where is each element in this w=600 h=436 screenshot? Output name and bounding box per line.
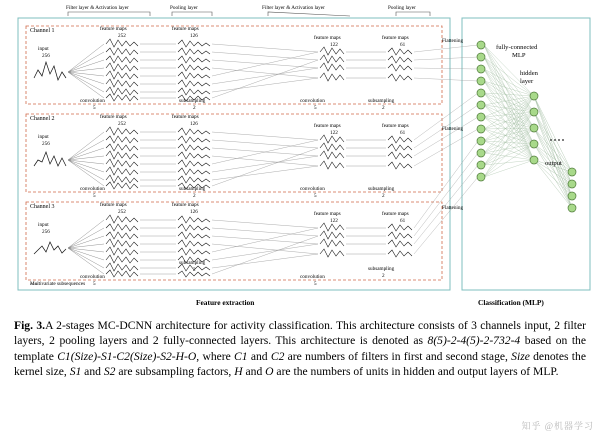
channel-3-fm3-label: feature maps (314, 211, 341, 217)
label-filter-layer-1: Filter layer & Activation layer (66, 5, 129, 11)
channel-2-fm4-label: feature maps (382, 123, 409, 129)
channel-3-fm4-label: feature maps (382, 211, 409, 217)
channel-3-fm4-size: 61 (400, 218, 406, 224)
channel-1-flattening: Flattening (442, 38, 464, 44)
channel-2-conv-size: 5 (93, 193, 96, 199)
mlp-hidden-label-line1: hidden (520, 70, 538, 77)
caption-figure-number: Fig. 3. (14, 319, 46, 332)
channel-2-fm3-label: feature maps (314, 123, 341, 129)
label-pooling-layer-2: Pooling layer (388, 5, 416, 11)
mlp-fully-connected-label-line2: MLP (512, 52, 526, 59)
channel-2-fm3-size: 122 (330, 130, 338, 136)
channel-2-name: Channel 2 (30, 116, 55, 122)
channel-2-fm1-size: 252 (118, 121, 126, 127)
channel-3-sub2-label: subsampling (368, 266, 395, 272)
caption-text-8: are subsampling factors, (115, 365, 235, 379)
mlp-output-label: output (545, 160, 562, 167)
channel-2-conv-label: convolution (80, 186, 105, 192)
label-filter-layer-2: Filter layer & Activation layer (262, 5, 325, 11)
channel-2-fm2-size: 126 (190, 121, 198, 127)
channel-2-conv2-size: 5 (314, 193, 317, 199)
channel-1-sub2-label: subsampling (368, 98, 395, 104)
classification-mlp-label: Classification (MLP) (478, 298, 544, 307)
watermark: 知乎 @机器学习 (521, 421, 594, 431)
channel-2-conv2-label: convolution (300, 186, 325, 192)
caption-text-2: based on the template (14, 334, 586, 363)
channel-2-sub1-label: subsampling (179, 186, 206, 192)
channel-3-conv-size: 5 (93, 281, 96, 287)
caption-text-3: , where (196, 349, 235, 363)
channel-3-flattening: Flattening (442, 205, 464, 211)
caption-formula-3: C1 (234, 349, 248, 363)
channel-1-input-size: 256 (42, 53, 50, 59)
channel-2-input-size: 256 (42, 141, 50, 147)
channel-1-fm4-size: 61 (400, 42, 406, 48)
caption-text-7: and (81, 365, 104, 379)
mlp-hidden-label-line2: layer (520, 78, 534, 85)
mlp-fully-connected-label-line1: fully-connected (496, 44, 538, 51)
channel-3-conv-label: convolution (80, 274, 105, 280)
channel-1-conv2-size: 5 (314, 105, 317, 111)
caption-text-9: and (242, 365, 266, 379)
caption-text-10: are the numbers of units in hidden and output layers of MLP. (273, 365, 559, 379)
channel-3-fm1-size: 252 (118, 209, 126, 215)
channel-1-fm1-label: feature maps (100, 26, 127, 32)
channel-2-fm4-size: 61 (400, 130, 406, 136)
channel-1-fm4-label: feature maps (382, 35, 409, 41)
label-pooling-layer-1: Pooling layer (170, 5, 198, 11)
caption-text-4: and (247, 349, 271, 363)
channel-3-fm2-label: feature maps (172, 202, 199, 208)
caption-text-5: are numbers of filters in first and second stage, (284, 349, 512, 363)
channel-3-input-label: input (38, 222, 49, 228)
channel-3-sub2-size: 2 (382, 273, 385, 279)
caption-formula-4: C2 (270, 349, 285, 363)
channel-1-input-label: input (38, 46, 49, 52)
channel-2-fm2-label: feature maps (172, 114, 199, 120)
channel-3-fm2-size: 126 (190, 209, 198, 215)
channel-3-sub1-size: 2 (193, 267, 196, 273)
caption-formula-5: Size (511, 349, 530, 363)
caption-formula-9: O (265, 365, 274, 379)
channel-1-fm1-size: 252 (118, 33, 126, 39)
channel-3-conv2-label: convolution (300, 274, 325, 280)
channel-1-fm3-label: feature maps (314, 35, 341, 41)
channel-1-conv-size: 5 (93, 105, 96, 111)
channel-3-sub1-label: subsampling (179, 260, 206, 266)
channel-1-fm2-label: feature maps (172, 26, 199, 32)
channel-3-fm1-label: feature maps (100, 202, 127, 208)
channel-2-sub1-size: 2 (193, 193, 196, 199)
channel-3-conv2-size: 5 (314, 281, 317, 287)
channel-2-sub2-size: 2 (382, 193, 385, 199)
figure-caption (14, 318, 586, 380)
feature-extraction-label: Feature extraction (196, 298, 255, 307)
caption-formula-6: S1 (69, 365, 82, 379)
caption-text-1: A 2-stages MC-DCNN architecture for activity classification. This architecture consists of 3 channels input, 2 filter layers, 2 pooling layers and 2 fully-connected layers. This architecture is denoted as (14, 319, 586, 348)
caption-formula-1: 8(5)-2-4(5)-2-732-4 (427, 334, 521, 348)
caption-text-6: denotes the kernel size, (14, 349, 586, 379)
channel-3-fm3-size: 122 (330, 218, 338, 224)
channel-1-sub1-label: subsampling (179, 98, 206, 104)
channel-2-input-label: input (38, 134, 49, 140)
caption-formula-7: S2 (103, 365, 116, 379)
caption-formula-8: H (234, 365, 243, 379)
channel-1-sub1-size: 2 (193, 105, 196, 111)
channel-3-input-size: 256 (42, 229, 50, 235)
caption-formula-2: C1(Size)-S1-C2(Size)-S2-H-O (57, 349, 197, 363)
multivariate-subsequences-label: Multivariate subsequences (30, 281, 86, 287)
channel-1-sub2-size: 2 (382, 105, 385, 111)
channel-2-sub2-label: subsampling (368, 186, 395, 192)
channel-2-fm1-label: feature maps (100, 114, 127, 120)
channel-3-name: Channel 3 (30, 204, 55, 210)
channel-1-name: Channel 1 (30, 28, 55, 34)
channel-1-fm3-size: 122 (330, 42, 338, 48)
channel-1-fm2-size: 126 (190, 33, 198, 39)
channel-1-conv-label: convolution (80, 98, 105, 104)
channel-1-conv2-label: convolution (300, 98, 325, 104)
channel-2-flattening: Flattening (442, 126, 464, 132)
